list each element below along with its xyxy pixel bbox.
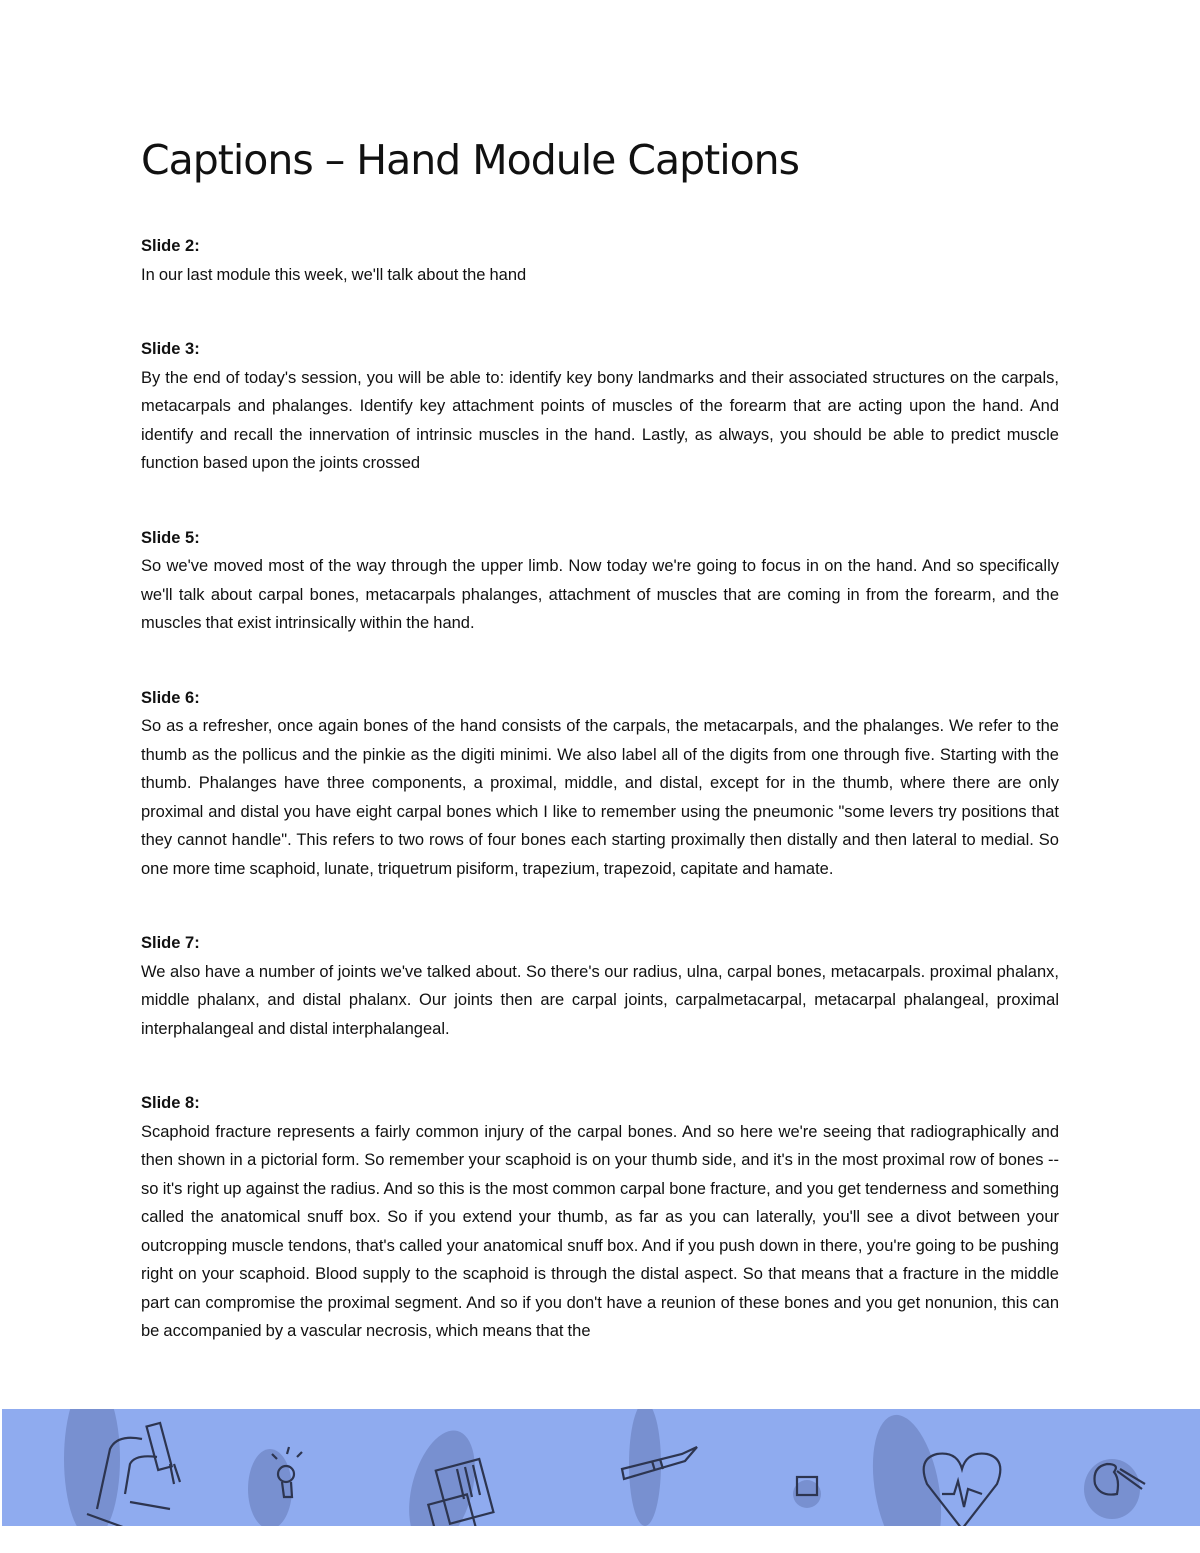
slide-caption: In our last module this week, we'll talk about the hand (141, 265, 527, 284)
document-page (141, 132, 1059, 1392)
slide-caption: By the end of today's session, you will be able to: identify key bony landmarks and their associated structures on the carpals, metacarpals and phalanges. Identify key attachment points of muscles of the forearm that are acting upon the hand. And identify and recall the innervation of intrinsic muscles in the hand. Lastly, as always, you should be able to predict muscle function based upon the joints crossed (141, 368, 1059, 472)
slide-caption: So we've moved most of the way through the upper limb. Now today we're going to focus in on the hand. And so specifically we'll talk about carpal bones, metacarpals phalanges, attachment of muscles that are coming in from the forearm, and the muscles that exist intrinsically within the hand. (141, 557, 1059, 632)
document-title: Captions – Hand Module Captions (141, 136, 800, 184)
slide-caption: So as a refresher, once again bones of the hand consists of the carpals, the metacarpals, and the phalanges. We refer to the thumb as the pollicus and the pinkie as the digiti minimi. We also label all of the digits from one through five. Starting with the thumb. Phalanges have three components, a proximal, middle, and distal, except for in the thumb, where there are only proximal and distal you have eight carpal bones which I like to remember using the pneumonic "some levers try positions that they cannot handle". This refers to two rows of four bones each starting proximally then distally and then lateral to medial. So one more time scaphoid, lunate, triquetrum pisiform, trapezium, trapezoid, capitate and hamate. (141, 717, 1059, 878)
slide-label: Slide 3: (141, 340, 200, 358)
slide-section (141, 929, 1059, 1043)
slide-label: Slide 7: (141, 934, 200, 952)
slide-section (141, 524, 1059, 638)
slide-section (141, 335, 1059, 478)
slide-section (141, 1089, 1059, 1346)
slide-list (141, 232, 1059, 1346)
slide-label: Slide 6: (141, 688, 200, 707)
slide-caption: Scaphoid fracture represents a fairly common injury of the carpal bones. And so here we're seeing that radiographically and then shown in a pictorial form. So remember your scaphoid is on your thumb side, and it's in the most proximal row of bones -- so it's right up against the radius. And so this is the most common carpal bone fracture, and you get tenderness and something called the anatomical snuff box. So if you extend your thumb, as far as you can laterally, you'll see a divot between your outcropping muscle tendons, that's called your anatomical snuff box. And if you push down in there, you're going to be pushing right on your scaphoid. Blood supply to the scaphoid is through the distal aspect. So that means that a fracture in the middle part can compromise the proximal segment. And so if you don't have a reunion of these bones and you get nonunion, this can be accompanied by a vascular necrosis, which means that the (141, 1122, 1059, 1340)
slide-caption: We also have a number of joints we've talked about. So there's our radius, ulna, carpal bones, metacarpals. proximal phalanx, middle phalanx, and distal phalanx. Our joints then are carpal joints, carpalmetacarpal, metacarpal phalangeal, proximal interphalangeal and distal interphalangeal. (141, 962, 1059, 1038)
slide-label: Slide 8: (141, 1094, 200, 1112)
slide-section (141, 232, 1059, 289)
decorative-footer-banner (2, 1409, 1200, 1526)
slide-label: Slide 5: (141, 528, 200, 547)
slide-label: Slide 2: (141, 237, 200, 255)
slide-section (141, 684, 1059, 884)
